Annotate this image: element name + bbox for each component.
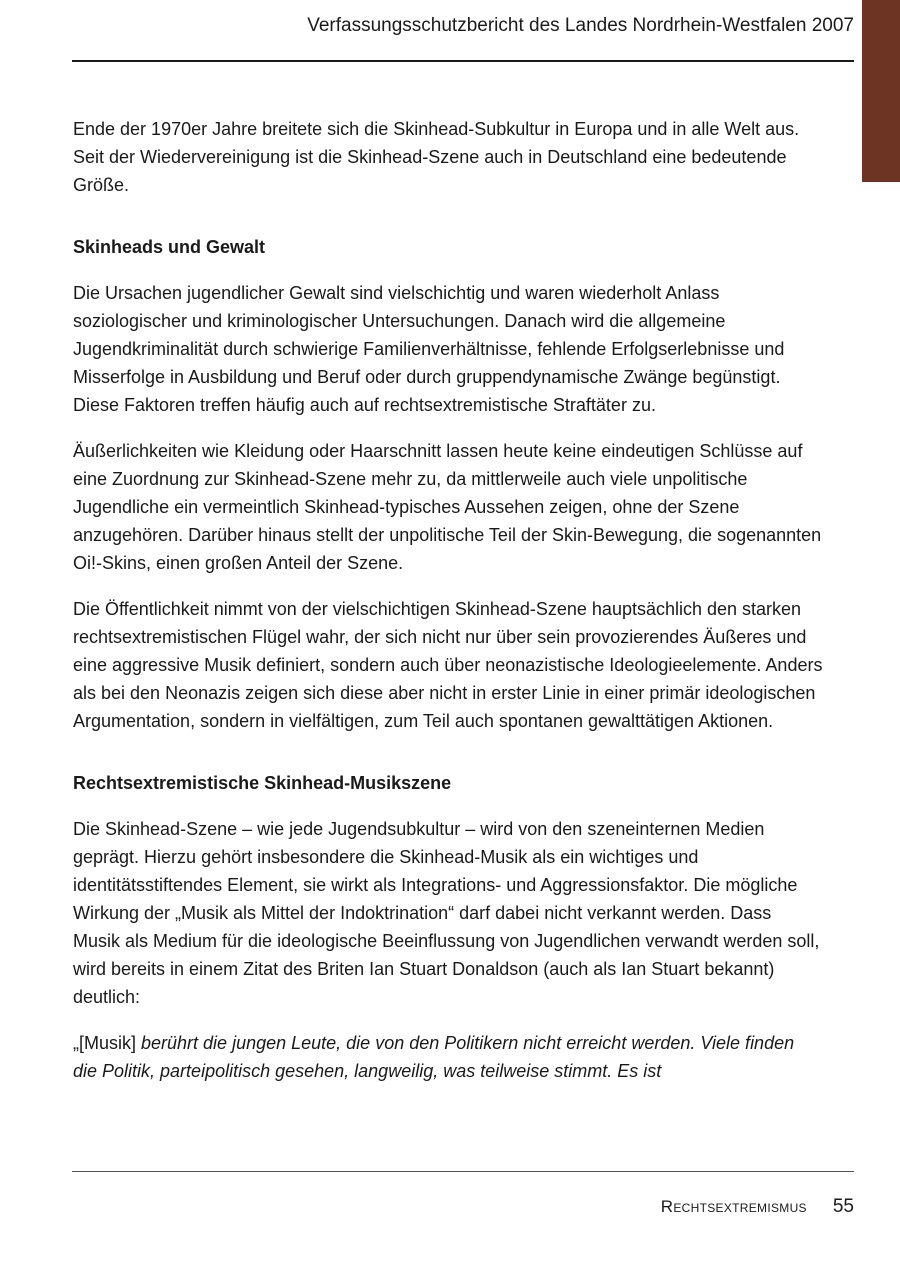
quote-text: berührt die jungen Leute, die von den Politikern nicht erreicht werden. Viele finden die Politik, parteipolitisch gesehen, langweilig, was teilweise stimmt. Es ist bbox=[73, 1033, 795, 1081]
header-rule bbox=[72, 60, 854, 62]
heading-skinheads-gewalt: Skinheads und Gewalt bbox=[73, 237, 266, 257]
running-header: Verfassungsschutzbericht des Landes Nordrhein-Westfalen 2007 bbox=[307, 15, 854, 36]
paragraph-skinhead-szene: Die Skinhead-Szene – wie jede Jugendsubkultur – wird von den szeneinternen Medien geprägt. Hierzu gehört insbesondere die Skinhead-Musik als ein wichtiges und identitätsstiftendes Element, sie wirkt als Integrations- und Aggressionsfaktor. Die mögliche Wirkung der „Musik als Mittel der Indoktrination“ darf dabei nicht verkannt werden. Dass Musik als Medium für die ideologische Beeinflussung von Jugendlichen verwandt werden soll, wird bereits in einem Zitat des Briten Ian Stuart Donaldson (auch als Ian Stuart bekannt) deutlich: bbox=[73, 819, 820, 1007]
quote-prefix: „[Musik] bbox=[73, 1033, 142, 1053]
paragraph-ursachen: Die Ursachen jugendlicher Gewalt sind vielschichtig und waren wiederholt Anlass soziologischer und kriminologischer Untersuchungen. Danach wird die allgemeine Jugendkriminalität durch schwierige Familienverhältnisse, fehlende Erfolgserlebnisse und Misserfolge in Ausbildung und Beruf oder durch gruppendynamische Zwänge begünstigt. Diese Faktoren treffen häufig auch auf rechtsextremistische Straftäter zu. bbox=[73, 283, 785, 415]
paragraph-oeffentlichkeit: Die Öffentlichkeit nimmt von der vielschichtigen Skinhead-Szene hauptsächlich den starken rechtsextremistischen Flügel wahr, der sich nicht nur über sein provozierendes Äußeres und eine aggressive Musik definiert, sondern auch über neonazistische Ideologieelemente. Anders als bei den Neonazis zeigen sich diese aber nicht in erster Linie in einer primär ideologischen Argumentation, sondern in vielfältigen, zum Teil auch spontanen gewalttätigen Aktionen. bbox=[73, 599, 823, 731]
paragraph-aeusserlichkeiten: Äußerlichkeiten wie Kleidung oder Haarschnitt lassen heute keine eindeutigen Schlüsse auf eine Zuordnung zur Skinhead-Szene mehr zu, da mittlerweile auch viele unpolitische Jugendliche ein vermeintlich Skinhead-typisches Aussehen zeigen, ohne der Szene anzugehören. Darüber hinaus stellt der unpolitische Teil der Skin-Bewegung, die sogenannten Oi!-Skins, einen großen Anteil der Szene. bbox=[73, 441, 822, 573]
footer-rule bbox=[72, 1171, 854, 1172]
page-footer bbox=[661, 1196, 854, 1218]
page-number: 55 bbox=[832, 1196, 854, 1217]
quote-paragraph bbox=[73, 1029, 823, 1085]
footer-section-label: Rechtsextremismus bbox=[660, 1197, 807, 1216]
heading-musikszene: Rechtsextremistische Skinhead-Musikszene bbox=[73, 773, 452, 793]
page-body bbox=[73, 115, 823, 1085]
chapter-side-tab bbox=[862, 0, 900, 182]
paragraph-intro: Ende der 1970er Jahre breitete sich die Skinhead-Subkultur in Europa und in alle Welt aus. Seit der Wiedervereinigung ist die Skinhead-Szene auch in Deutschland eine bedeutende Größe. bbox=[73, 119, 800, 195]
